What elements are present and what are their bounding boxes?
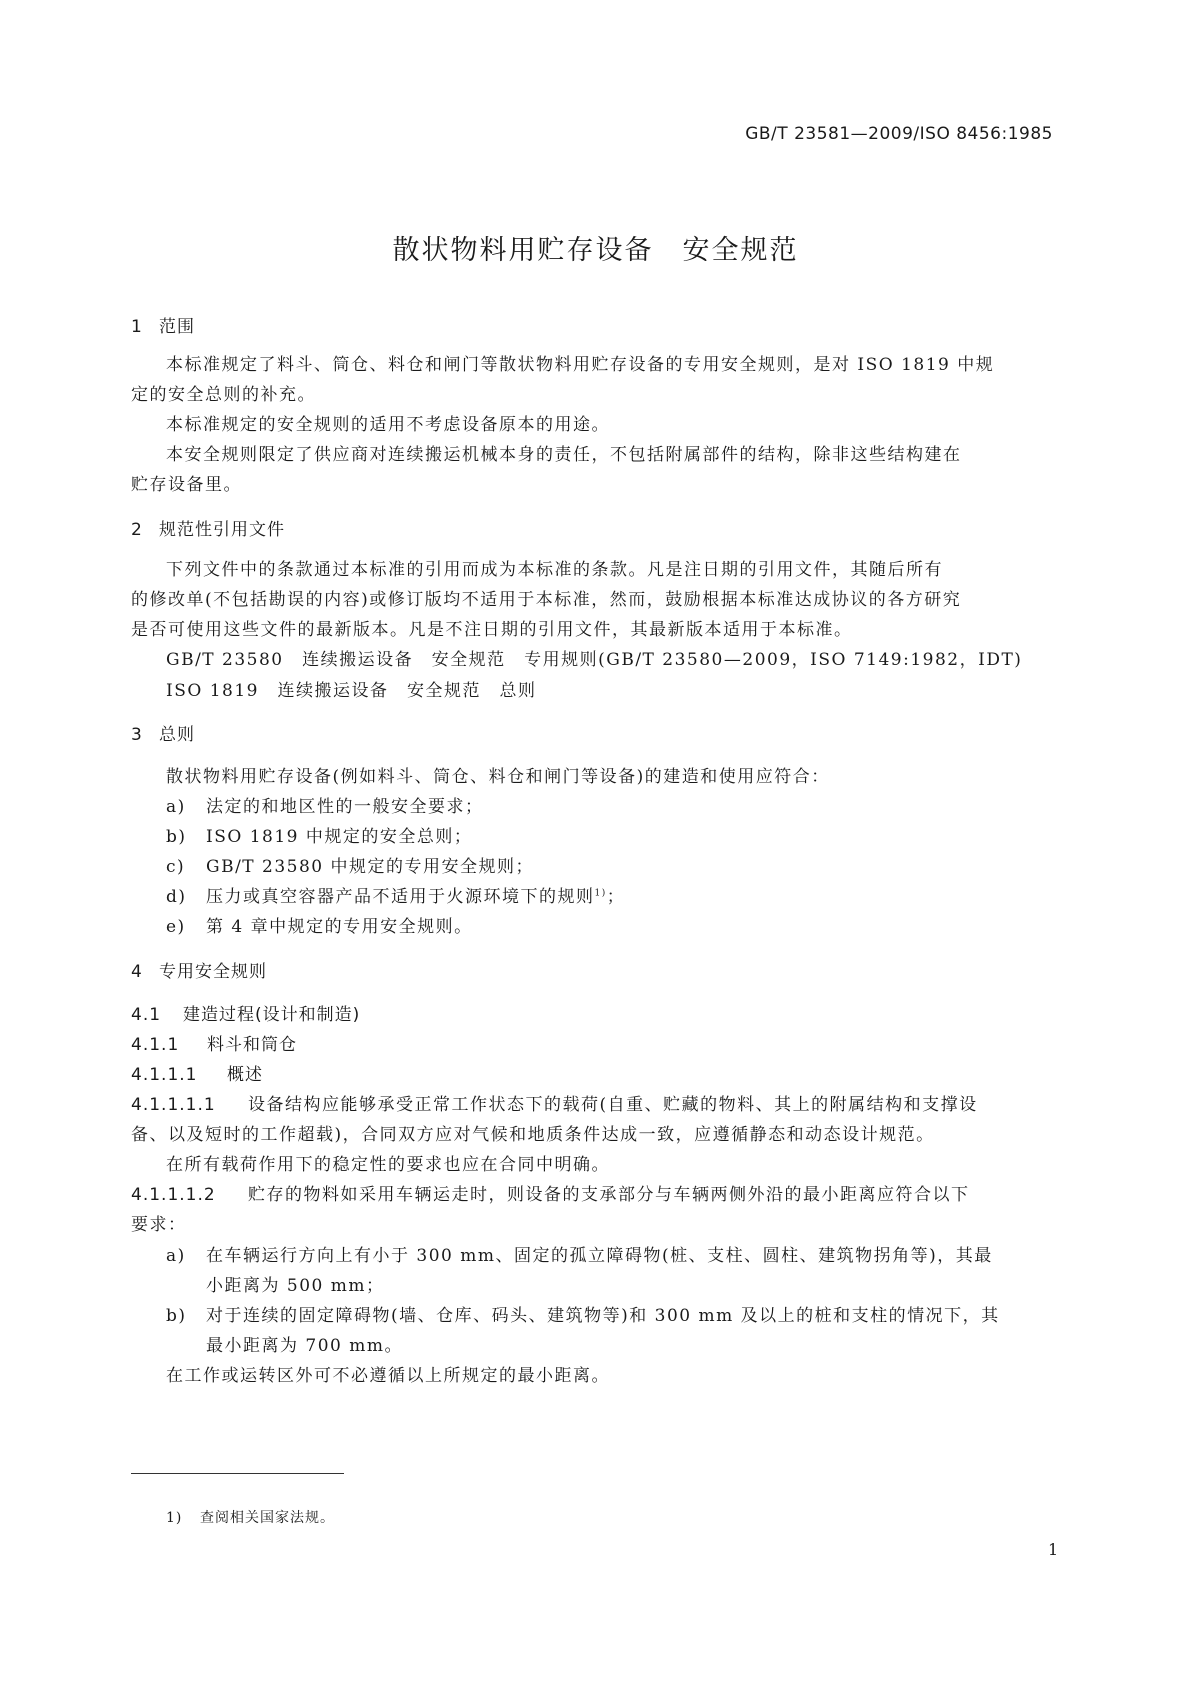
footnote	[166, 1507, 335, 1527]
footnote-text: 查阅相关国家法规。	[200, 1510, 335, 1526]
list-item-c	[166, 852, 534, 877]
section-title: 规范性引用文件	[159, 520, 285, 540]
section-number: 4	[131, 962, 143, 982]
page-number: 1	[1048, 1540, 1059, 1559]
section-2-paragraph-line-2: 的修改单(不包括勘误的内容)或修订版均不适用于本标准，然而，鼓励根据本标准达成协议的各方研究	[131, 590, 962, 610]
list-item-d	[166, 882, 625, 907]
subsection-4-1-1-1-heading	[131, 1060, 263, 1085]
list-item-label: a)	[166, 797, 186, 817]
subsection-4-1-heading	[131, 1000, 360, 1025]
document-title: 散状物料用贮存设备 安全规范	[392, 235, 799, 266]
clause-4-1-1-1-1-line-1	[131, 1090, 978, 1115]
clause-4-1-1-1-2-line-2: 要求：	[131, 1215, 187, 1235]
list-item-text: ISO 1819 中规定的安全总则；	[206, 827, 473, 847]
list-item-a	[166, 792, 484, 817]
clause-number: 4.1.1.1.2	[131, 1185, 216, 1205]
section-1-heading	[131, 312, 195, 337]
section-title: 专用安全规则	[159, 962, 267, 982]
clause-item-a-line-2: 小距离为 500 mm；	[206, 1276, 385, 1296]
list-item-text: 压力或真空容器产品不适用于火源环境下的规则	[206, 887, 595, 907]
clause-item-a-line-1	[166, 1241, 993, 1266]
list-item-text: 在车辆运行方向上有小于 300 mm、固定的孤立障碍物(桩、支柱、圆柱、建筑物拐角等)，其最	[206, 1246, 993, 1266]
section-2-paragraph-line-1: 下列文件中的条款通过本标准的引用而成为本标准的条款。凡是注日期的引用文件，其随后所有	[166, 560, 943, 580]
normative-reference-2: ISO 1819 连续搬运设备 安全规范 总则	[166, 681, 537, 701]
normative-reference-1: GB/T 23580 连续搬运设备 安全规范 专用规则(GB/T 23580—2009，ISO 7149:1982，IDT)	[166, 650, 1023, 670]
section-1-paragraph-3-line-2: 贮存设备里。	[131, 475, 242, 495]
clause-4-1-1-1-1-line-3: 在所有载荷作用下的稳定性的要求也应在合同中明确。	[166, 1155, 610, 1175]
clause-text: 贮存的物料如采用车辆运走时，则设备的支承部分与车辆两侧外沿的最小距离应符合以下	[248, 1185, 970, 1205]
section-number: 4.1.1.1	[131, 1065, 198, 1085]
list-item-b	[166, 822, 472, 847]
section-title: 建造过程(设计和制造)	[183, 1005, 361, 1025]
section-1-paragraph-1-line-1: 本标准规定了料斗、筒仓、料仓和闸门等散状物料用贮存设备的专用安全规则，是对 ISO 1819 中规	[166, 355, 995, 375]
clause-4-1-1-1-2-line-1	[131, 1180, 970, 1205]
list-item-text: 对于连续的固定障碍物(墙、仓库、码头、建筑物等)和 300 mm 及以上的桩和支柱的情况下，其	[206, 1306, 1000, 1326]
footnote-reference[interactable]: 1)	[594, 888, 607, 899]
clause-item-b-line-1	[166, 1301, 1000, 1326]
list-item-text: GB/T 23580 中规定的专用安全规则；	[206, 857, 535, 877]
section-number: 1	[131, 317, 143, 337]
list-item-label: b)	[166, 1306, 187, 1326]
section-1-paragraph-3-line-1: 本安全规则限定了供应商对连续搬运机械本身的责任，不包括附属部件的结构，除非这些结构建在	[166, 445, 962, 465]
standard-code: GB/T 23581—2009/ISO 8456:1985	[745, 124, 1053, 144]
section-1-paragraph-2: 本标准规定的安全规则的适用不考虑设备原本的用途。	[166, 415, 610, 435]
list-item-label: c)	[166, 857, 186, 877]
list-item-tail: ；	[606, 887, 626, 907]
clause-closing: 在工作或运转区外可不必遵循以上所规定的最小距离。	[166, 1366, 610, 1386]
section-number: 2	[131, 520, 143, 540]
section-1-paragraph-1-line-2: 定的安全总则的补充。	[131, 385, 316, 405]
list-item-text: 法定的和地区性的一般安全要求；	[206, 797, 484, 817]
section-number: 3	[131, 725, 143, 745]
subsection-4-1-1-heading	[131, 1030, 297, 1055]
section-title: 料斗和筒仓	[207, 1035, 297, 1055]
list-item-label: e)	[166, 917, 186, 937]
section-title: 范围	[159, 317, 195, 337]
clause-number: 4.1.1.1.1	[131, 1095, 216, 1115]
section-number: 4.1	[131, 1005, 162, 1025]
section-title: 概述	[227, 1065, 263, 1085]
clause-4-1-1-1-1-line-2: 备、以及短时的工作超载)，合同双方应对气候和地质条件达成一致，应遵循静态和动态设计规范。	[131, 1125, 935, 1145]
section-4-heading	[131, 957, 267, 982]
clause-item-b-line-2: 最小距离为 700 mm。	[206, 1336, 403, 1356]
section-2-heading	[131, 515, 285, 540]
section-3-intro: 散状物料用贮存设备(例如料斗、筒仓、料仓和闸门等设备)的建造和使用应符合：	[166, 767, 830, 787]
section-3-heading	[131, 720, 195, 745]
section-2-paragraph-line-3: 是否可使用这些文件的最新版本。凡是不注日期的引用文件，其最新版本适用于本标准。	[131, 620, 853, 640]
footnote-label: 1)	[166, 1510, 183, 1526]
section-number: 4.1.1	[131, 1035, 180, 1055]
list-item-label: b)	[166, 827, 187, 847]
list-item-e	[166, 912, 473, 937]
section-title: 总则	[159, 725, 195, 745]
list-item-text: 第 4 章中规定的专用安全规则。	[206, 917, 473, 937]
footnote-divider	[131, 1473, 344, 1474]
clause-text: 设备结构应能够承受正常工作状态下的载荷(自重、贮藏的物料、其上的附属结构和支撑设	[248, 1095, 978, 1115]
list-item-label: a)	[166, 1246, 186, 1266]
list-item-label: d)	[166, 887, 187, 907]
